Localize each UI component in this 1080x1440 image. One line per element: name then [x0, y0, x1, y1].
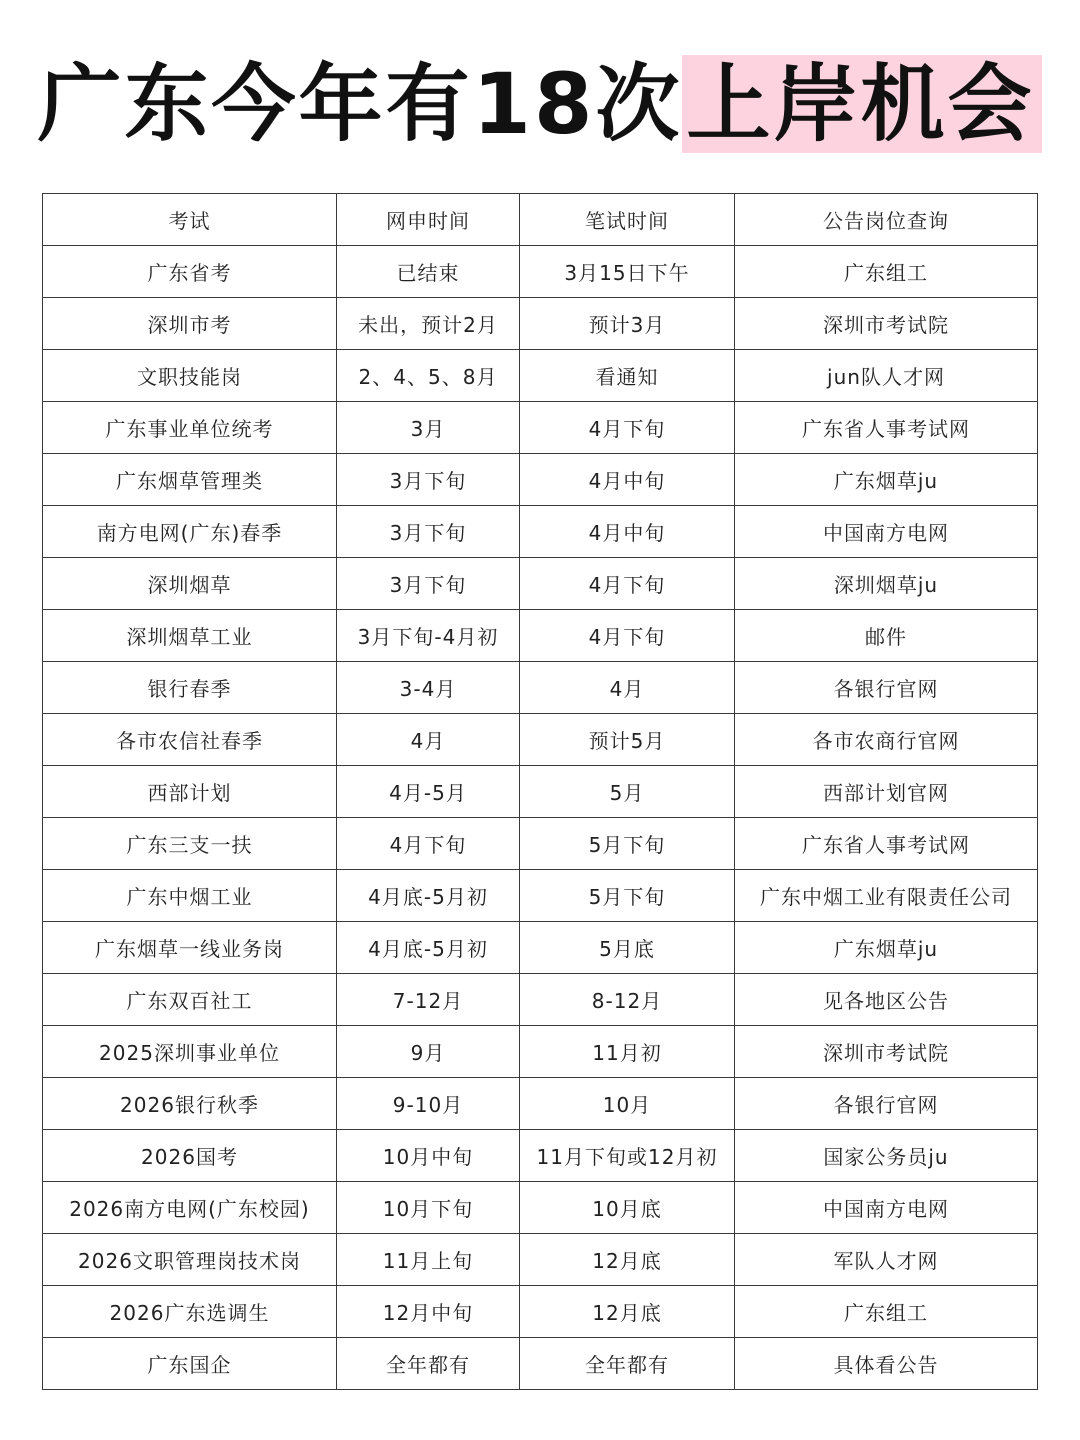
title-highlight: 上岸机会	[682, 55, 1042, 153]
cell-announcement-source: 国家公务员ju	[735, 1130, 1038, 1182]
cell-application-time: 9-10月	[337, 1078, 520, 1130]
cell-announcement-source: 广东烟草ju	[735, 454, 1038, 506]
cell-written-test-time: 5月底	[520, 922, 735, 974]
table-row	[43, 350, 1038, 402]
cell-written-test-time: 4月中旬	[520, 454, 735, 506]
table-row	[43, 246, 1038, 298]
cell-written-test-time: 3月15日下午	[520, 246, 735, 298]
table-row	[43, 298, 1038, 350]
cell-application-time: 3月下旬	[337, 454, 520, 506]
cell-exam: 2026银行秋季	[43, 1078, 337, 1130]
cell-written-test-time: 预计3月	[520, 298, 735, 350]
cell-written-test-time: 10月底	[520, 1182, 735, 1234]
cell-application-time: 3月下旬-4月初	[337, 610, 520, 662]
cell-exam: 深圳市考	[43, 298, 337, 350]
cell-exam: 2026广东选调生	[43, 1286, 337, 1338]
cell-application-time: 2、4、5、8月	[337, 350, 520, 402]
cell-exam: 广东三支一扶	[43, 818, 337, 870]
cell-application-time: 已结束	[337, 246, 520, 298]
header-exam: 考试	[43, 194, 337, 246]
cell-written-test-time: 4月下旬	[520, 402, 735, 454]
cell-exam: 南方电网(广东)春季	[43, 506, 337, 558]
header-written-test-time: 笔试时间	[520, 194, 735, 246]
cell-application-time: 3月下旬	[337, 506, 520, 558]
table-row	[43, 454, 1038, 506]
cell-announcement-source: 中国南方电网	[735, 1182, 1038, 1234]
cell-written-test-time: 4月下旬	[520, 610, 735, 662]
cell-exam: 深圳烟草	[43, 558, 337, 610]
table-header-row	[43, 194, 1038, 246]
table-row	[43, 402, 1038, 454]
cell-exam: 文职技能岗	[43, 350, 337, 402]
cell-announcement-source: 见各地区公告	[735, 974, 1038, 1026]
table-row	[43, 662, 1038, 714]
cell-written-test-time: 预计5月	[520, 714, 735, 766]
cell-application-time: 11月上旬	[337, 1234, 520, 1286]
cell-announcement-source: 广东组工	[735, 1286, 1038, 1338]
cell-exam: 2026国考	[43, 1130, 337, 1182]
cell-exam: 广东双百社工	[43, 974, 337, 1026]
cell-written-test-time: 4月中旬	[520, 506, 735, 558]
cell-application-time: 4月底-5月初	[337, 922, 520, 974]
table-row	[43, 766, 1038, 818]
table-row	[43, 818, 1038, 870]
cell-application-time: 10月下旬	[337, 1182, 520, 1234]
cell-announcement-source: 广东烟草ju	[735, 922, 1038, 974]
cell-exam: 广东国企	[43, 1338, 337, 1390]
cell-application-time: 4月	[337, 714, 520, 766]
cell-written-test-time: 4月下旬	[520, 558, 735, 610]
cell-exam: 2025深圳事业单位	[43, 1026, 337, 1078]
cell-written-test-time: 10月	[520, 1078, 735, 1130]
cell-announcement-source: 西部计划官网	[735, 766, 1038, 818]
cell-written-test-time: 5月下旬	[520, 870, 735, 922]
cell-application-time: 全年都有	[337, 1338, 520, 1390]
cell-announcement-source: 广东省人事考试网	[735, 402, 1038, 454]
table-row	[43, 558, 1038, 610]
cell-announcement-source: 具体看公告	[735, 1338, 1038, 1390]
table-row	[43, 1182, 1038, 1234]
cell-announcement-source: 深圳市考试院	[735, 1026, 1038, 1078]
cell-announcement-source: 中国南方电网	[735, 506, 1038, 558]
table-row	[43, 1338, 1038, 1390]
cell-announcement-source: 军队人才网	[735, 1234, 1038, 1286]
cell-written-test-time: 11月下旬或12月初	[520, 1130, 735, 1182]
table-row	[43, 974, 1038, 1026]
cell-application-time: 10月中旬	[337, 1130, 520, 1182]
cell-exam: 广东烟草管理类	[43, 454, 337, 506]
cell-exam: 广东中烟工业	[43, 870, 337, 922]
cell-application-time: 3月下旬	[337, 558, 520, 610]
cell-exam: 深圳烟草工业	[43, 610, 337, 662]
page-title	[38, 52, 1043, 156]
cell-written-test-time: 12月底	[520, 1234, 735, 1286]
cell-written-test-time: 5月	[520, 766, 735, 818]
table-row	[43, 506, 1038, 558]
title-banner	[0, 52, 1080, 162]
cell-application-time: 9月	[337, 1026, 520, 1078]
cell-exam: 广东事业单位统考	[43, 402, 337, 454]
cell-written-test-time: 8-12月	[520, 974, 735, 1026]
cell-written-test-time: 看通知	[520, 350, 735, 402]
table-row	[43, 1130, 1038, 1182]
table-body	[43, 246, 1038, 1390]
cell-announcement-source: 广东组工	[735, 246, 1038, 298]
header-announcement-source: 公告岗位查询	[735, 194, 1038, 246]
table-row	[43, 1286, 1038, 1338]
cell-announcement-source: 各银行官网	[735, 662, 1038, 714]
cell-exam: 广东省考	[43, 246, 337, 298]
table-row	[43, 870, 1038, 922]
exam-schedule-table	[42, 193, 1038, 1390]
cell-application-time: 3月	[337, 402, 520, 454]
cell-application-time: 12月中旬	[337, 1286, 520, 1338]
cell-application-time: 4月-5月	[337, 766, 520, 818]
cell-written-test-time: 11月初	[520, 1026, 735, 1078]
table-row	[43, 714, 1038, 766]
cell-application-time: 3-4月	[337, 662, 520, 714]
cell-announcement-source: 广东中烟工业有限责任公司	[735, 870, 1038, 922]
cell-written-test-time: 5月下旬	[520, 818, 735, 870]
cell-announcement-source: 各市农商行官网	[735, 714, 1038, 766]
table-row	[43, 1026, 1038, 1078]
cell-application-time: 未出，预计2月	[337, 298, 520, 350]
cell-application-time: 4月底-5月初	[337, 870, 520, 922]
cell-announcement-source: 深圳烟草ju	[735, 558, 1038, 610]
cell-exam: 西部计划	[43, 766, 337, 818]
cell-written-test-time: 全年都有	[520, 1338, 735, 1390]
cell-announcement-source: 各银行官网	[735, 1078, 1038, 1130]
cell-application-time: 4月下旬	[337, 818, 520, 870]
cell-written-test-time: 12月底	[520, 1286, 735, 1338]
cell-exam: 广东烟草一线业务岗	[43, 922, 337, 974]
title-prefix: 广东今年有18次	[37, 55, 683, 153]
cell-announcement-source: 邮件	[735, 610, 1038, 662]
cell-written-test-time: 4月	[520, 662, 735, 714]
table-row	[43, 1078, 1038, 1130]
table-row	[43, 922, 1038, 974]
cell-application-time: 7-12月	[337, 974, 520, 1026]
cell-exam: 银行春季	[43, 662, 337, 714]
cell-announcement-source: 深圳市考试院	[735, 298, 1038, 350]
cell-announcement-source: 广东省人事考试网	[735, 818, 1038, 870]
cell-exam: 2026南方电网(广东校园)	[43, 1182, 337, 1234]
cell-announcement-source: jun队人才网	[735, 350, 1038, 402]
cell-exam: 各市农信社春季	[43, 714, 337, 766]
cell-exam: 2026文职管理岗技术岗	[43, 1234, 337, 1286]
table-row	[43, 1234, 1038, 1286]
header-application-time: 网申时间	[337, 194, 520, 246]
table-row	[43, 610, 1038, 662]
